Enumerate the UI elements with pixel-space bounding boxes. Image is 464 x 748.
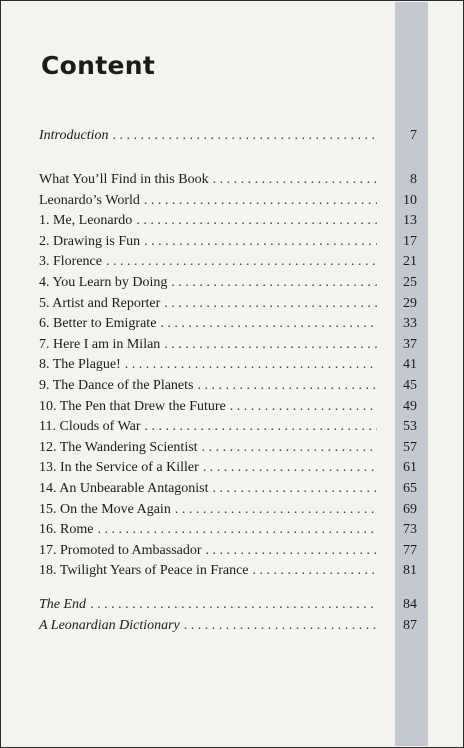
toc-leader-dots bbox=[203, 460, 377, 476]
toc-leader-dots bbox=[253, 563, 377, 579]
toc-entry-title: 13. In the Service of a Killer bbox=[39, 460, 199, 476]
toc-entry bbox=[39, 337, 417, 355]
toc-entry bbox=[39, 378, 417, 396]
toc-leader-dots bbox=[136, 213, 377, 229]
toc-entry-title: 3. Florence bbox=[39, 254, 102, 270]
toc-page-number: 21 bbox=[403, 254, 417, 270]
page-title: Content bbox=[41, 51, 156, 80]
toc-entry-title: Leonardo’s World bbox=[39, 192, 140, 208]
toc-page-number: 10 bbox=[403, 192, 417, 208]
toc-entry bbox=[39, 275, 417, 293]
toc-entry-title: 12. The Wandering Scientist bbox=[39, 439, 198, 455]
toc-leader-dots bbox=[160, 316, 377, 332]
toc-entry-title: Introduction bbox=[39, 128, 109, 143]
toc-entry-title: 16. Rome bbox=[39, 522, 94, 538]
toc-entry-title: 4. You Learn by Doing bbox=[39, 275, 168, 290]
toc-page-number: 7 bbox=[410, 128, 417, 143]
toc-page-number: 17 bbox=[403, 233, 417, 249]
toc-entry bbox=[39, 419, 417, 437]
toc-page-number: 87 bbox=[403, 618, 417, 633]
toc-entry bbox=[39, 460, 417, 478]
toc-entry bbox=[39, 357, 417, 375]
toc-entry-title: 10. The Pen that Drew the Future bbox=[39, 398, 226, 414]
toc-entry-title: 1. Me, Leonardo bbox=[39, 213, 133, 229]
toc-entry bbox=[39, 440, 417, 458]
toc-leader-dots bbox=[197, 378, 377, 394]
toc-page-number: 61 bbox=[403, 460, 417, 476]
toc-entry-title: 14. An Unbearable Antagonist bbox=[39, 481, 209, 496]
toc-leader-dots bbox=[184, 618, 377, 634]
toc-page-number: 57 bbox=[403, 439, 417, 455]
toc-entry bbox=[39, 254, 417, 272]
toc-entry-title: 7. Here I am in Milan bbox=[39, 336, 161, 352]
toc-leader-dots bbox=[145, 419, 377, 435]
toc-entry-title: 8. The Plague! bbox=[39, 357, 121, 373]
toc-leader-dots bbox=[125, 357, 377, 373]
toc-page-number: 69 bbox=[403, 501, 417, 517]
toc-page-number: 8 bbox=[410, 172, 417, 187]
toc-page-number: 29 bbox=[403, 295, 417, 311]
toc-entry bbox=[39, 597, 417, 615]
toc-entry-title: A Leonardian Dictionary bbox=[39, 618, 180, 633]
toc-entry-title: 17. Promoted to Ambassador bbox=[39, 542, 202, 558]
toc-page-number: 49 bbox=[403, 398, 417, 414]
toc-leader-dots bbox=[206, 543, 377, 559]
toc-entry-title: 6. Better to Emigrate bbox=[39, 316, 157, 332]
toc-entry bbox=[39, 502, 417, 520]
toc-leader-dots bbox=[164, 296, 377, 312]
toc-leader-dots bbox=[213, 172, 377, 188]
toc-page-number: 25 bbox=[403, 275, 417, 290]
toc-page-number: 77 bbox=[403, 542, 417, 558]
toc-page-number: 81 bbox=[403, 563, 417, 579]
toc-page-number: 84 bbox=[403, 597, 417, 612]
toc-leader-dots bbox=[90, 597, 377, 613]
toc-entry-title: What You’ll Find in this Book bbox=[39, 172, 209, 187]
toc-entry bbox=[39, 316, 417, 334]
toc-leader-dots bbox=[144, 234, 377, 250]
toc-entry-title: The End bbox=[39, 597, 87, 612]
toc-entry bbox=[39, 481, 417, 499]
toc-entry-title: 2. Drawing is Fun bbox=[39, 233, 141, 249]
toc-entry bbox=[39, 296, 417, 314]
toc-page-number: 73 bbox=[403, 522, 417, 538]
toc-entry bbox=[39, 563, 417, 581]
toc-leader-dots bbox=[164, 337, 377, 353]
toc-entry-title: 11. Clouds of War bbox=[39, 419, 141, 435]
toc-entry bbox=[39, 234, 417, 252]
toc-leader-dots bbox=[97, 522, 377, 538]
toc-page-number: 33 bbox=[403, 316, 417, 332]
toc-page-number: 37 bbox=[403, 336, 417, 352]
toc-page-number: 41 bbox=[403, 357, 417, 373]
toc-entry-title: 15. On the Move Again bbox=[39, 501, 171, 517]
toc-page-number: 53 bbox=[403, 419, 417, 435]
toc-entry bbox=[39, 543, 417, 561]
toc-page-number: 65 bbox=[403, 481, 417, 496]
toc-leader-dots bbox=[144, 193, 377, 209]
toc-entry bbox=[39, 128, 417, 146]
toc-entry bbox=[39, 172, 417, 190]
toc-leader-dots bbox=[171, 275, 377, 291]
toc-leader-dots bbox=[112, 128, 377, 144]
toc-leader-dots bbox=[106, 254, 377, 270]
toc-entry bbox=[39, 522, 417, 540]
toc-leader-dots bbox=[175, 502, 377, 518]
toc-leader-dots bbox=[202, 440, 377, 456]
toc-entry bbox=[39, 399, 417, 417]
toc-entry-title: 5. Artist and Reporter bbox=[39, 295, 161, 311]
toc-leader-dots bbox=[213, 481, 377, 497]
toc-entry-title: 18. Twilight Years of Peace in France bbox=[39, 563, 249, 579]
toc-leader-dots bbox=[230, 399, 377, 415]
toc-entry bbox=[39, 193, 417, 211]
toc-entry bbox=[39, 213, 417, 231]
toc-entry bbox=[39, 618, 417, 636]
toc-page-number: 13 bbox=[403, 213, 417, 229]
toc-page-number: 45 bbox=[403, 378, 417, 393]
toc-entry-title: 9. The Dance of the Planets bbox=[39, 378, 194, 393]
